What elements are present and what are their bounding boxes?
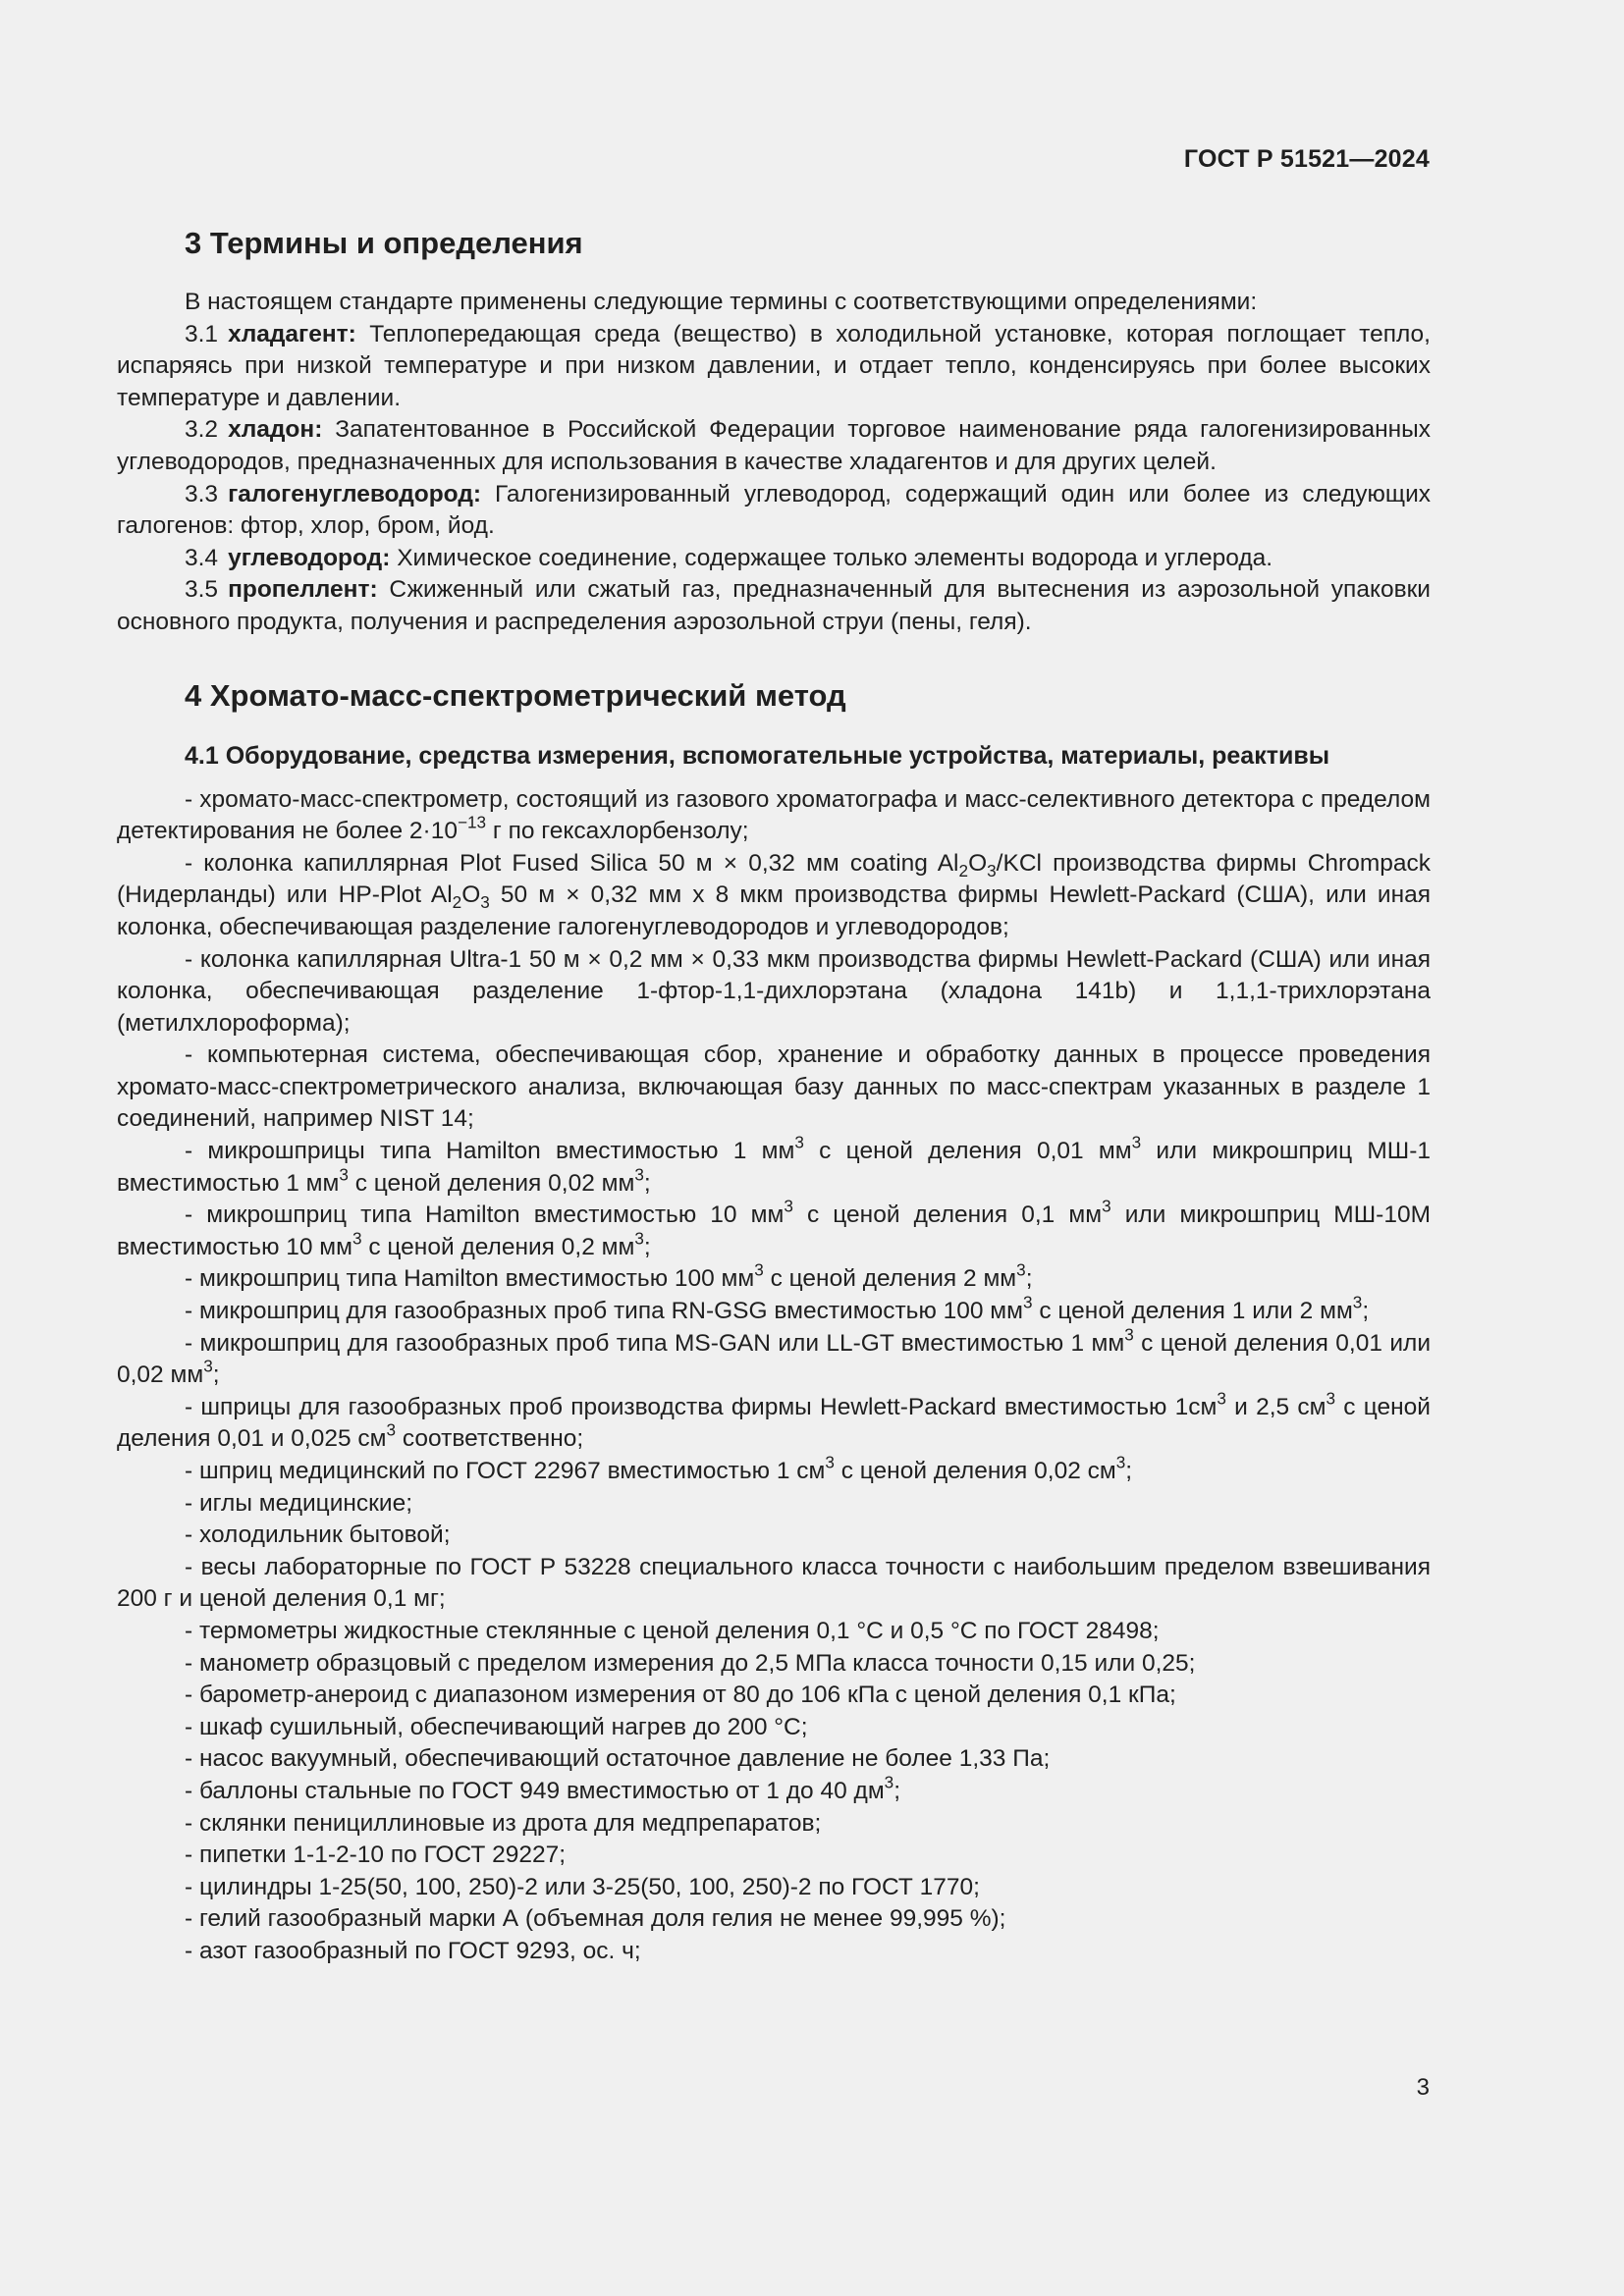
term-number: 3.5	[185, 576, 219, 604]
list-item: - гелий газообразный марки А (объемная доля гелия не менее 99,995 %);	[185, 1905, 1006, 1933]
list-item: - микрошприц типа Hamilton вместимостью 100 $мм^3$ с ценой деления 2 $мм^3$;	[185, 1260, 1033, 1293]
list-item: - термометры жидкостные стеклянные с ценой деления 0,1 °С и 0,5 °С по ГОСТ 28498;	[185, 1617, 1160, 1644]
term-number: 3.3	[185, 480, 219, 507]
list-item: - весы лабораторные по ГОСТ Р 53228 специального класса точности с наибольшим пределом взвешивания 200 г и ценой деления 0,1 мг;	[117, 1553, 1431, 1613]
section-4-title: 4 Хромато-масс-спектрометрический метод	[185, 677, 846, 713]
term-name: пропеллент:	[228, 576, 378, 604]
term-number: 3.1	[185, 320, 219, 347]
list-item: - шприцы для газообразных проб производства фирмы Hewlett-Packard вместимостью $1см^3$ и 2,5 $см^3$ с ценой деления 0,01 и 0,025 $см^3$ соответственно;	[117, 1388, 1431, 1453]
term-definition: Химическое соединение, содержащее только элементы водорода и углерода.	[397, 544, 1273, 571]
list-item: - иглы медицинские;	[185, 1489, 413, 1517]
page-number: 3	[1416, 2074, 1430, 2101]
term-definition: Галогенизированный углеводород, содержащий один или более из следующих галогенов: фтор, хлор, бром, йод.	[117, 480, 1432, 540]
list-item: - хромато-масс-спектрометр, состоящий из газового хроматографа и масс-селективного детектора с пределом детектирования не более $2\cdot 10^{-13}$ г по гексахлорбензолу;	[117, 785, 1431, 845]
list-item: - склянки пенициллиновые из дрота для медпрепаратов;	[185, 1809, 822, 1837]
term-name: галогенуглеводород:	[228, 480, 482, 507]
list-item: - микрошприц типа Hamilton вместимостью 10 $мм^3$ с ценой деления 0,1 $мм^3$ или микрошприц МШ-10М вместимостью 10 $мм^3$ с ценой деления 0,2 $мм^3$;	[117, 1196, 1431, 1260]
list-item: - микрошприц для газообразных проб типа MS-GAN или LL-GT вместимостью 1 $мм^3$ с ценой деления 0,01 или 0,02 $мм^3$;	[117, 1324, 1432, 1389]
term-item	[117, 319, 1431, 415]
term-name: хладагент:	[228, 320, 356, 347]
page-content	[117, 224, 1431, 1968]
list-item: - манометр образцовый с пределом измерения до 2,5 МПа класса точности 0,15 или 0,25;	[185, 1649, 1196, 1677]
term-item	[117, 414, 1431, 478]
list-item: - барометр-анероид с диапазоном измерения от 80 до 106 кПа с ценой деления 0,1 кПа;	[185, 1682, 1176, 1709]
list-item: - микрошприц для газообразных проб типа RN-GSG вместимостью 100 $мм^3$ с ценой деления 1 или 2 $мм^3$;	[185, 1292, 1370, 1325]
section-3-intro: В настоящем стандарте применены следующие термины с соответствующими определениями:	[185, 289, 1258, 315]
list-item: - колонка капиллярная Ultra-1 50 м × 0,2 мм × 0,33 мкм производства фирмы Hewlett-Packard (США) или иная колонка, обеспечивающая разделение 1-фтор-1,1-дихлорэтана (хладона 141b) и 1,1,1-трихлорэтана (метилхлороформа);	[117, 945, 1431, 1037]
list-item: - микрошприцы типа Hamilton вместимостью 1 $мм^3$ с ценой деления 0,01 $мм^3$ или микрошприц МШ-1 вместимостью 1 $мм^3$ с ценой деления 0,02 $мм^3$;	[117, 1132, 1432, 1197]
term-definition: Сжиженный или сжатый газ, предназначенный для вытеснения из аэрозольной упаковки основного продукта, получения и распределения аэрозольной струи (пены, геля).	[117, 576, 1431, 635]
term-definition: Запатентованное в Российской Федерации торговое наименование ряда галогенизированных углеводородов, предназначенных для использования в качестве хладагентов и для других целей.	[117, 416, 1431, 475]
list-item: - насос вакуумный, обеспечивающий остаточное давление не более 1,33 Па;	[185, 1745, 1051, 1773]
list-item: - цилиндры 1-25(50, 100, 250)-2 или 3-25(50, 100, 250)-2 по ГОСТ 1770;	[185, 1873, 980, 1900]
term-item	[117, 543, 1431, 575]
list-item: - холодильник бытовой;	[185, 1522, 451, 1549]
term-item	[117, 574, 1431, 638]
list-item: - шкаф сушильный, обеспечивающий нагрев до 200 °С;	[185, 1713, 808, 1740]
subsection-4-1-title: 4.1 Оборудование, средства измерения, вспомогательные устройства, материалы, реактивы	[185, 741, 1330, 770]
term-number: 3.4	[185, 544, 219, 571]
list-item: - азот газообразный по ГОСТ 9293, ос. ч;	[185, 1937, 641, 1964]
list-item: - шприц медицинский по ГОСТ 22967 вместимостью 1 $см^3$ с ценой деления 0,02 $см^3$;	[185, 1452, 1133, 1484]
term-name: углеводород:	[228, 544, 391, 571]
list-item: - компьютерная система, обеспечивающая сбор, хранение и обработку данных в процессе проведения хромато-масс-спектрометрического анализа, включающая базу данных по масс-спектрам указанных в разделе 1 соединений, например NIST 14;	[117, 1041, 1431, 1133]
list-item: - баллоны стальные по ГОСТ 949 вместимостью от 1 до 40 $дм^3$;	[185, 1772, 901, 1804]
term-definition: Теплопередающая среда (вещество) в холодильной установке, которая поглощает тепло, испаряясь при низкой температуре и при низком давлении, и отдает тепло, конденсируясь при более высоких температуре и давлении.	[117, 320, 1431, 411]
term-item	[117, 479, 1431, 543]
term-name: хладон:	[228, 416, 323, 444]
term-number: 3.2	[185, 416, 219, 444]
list-item: - пипетки 1-1-2-10 по ГОСТ 29227;	[185, 1842, 567, 1869]
list-item: - колонка капиллярная Plot Fused Silica 50 м × 0,32 мм coating $Al_2O_3$/KCl производства фирмы Chrompack (Нидерланды) или HP-Plot $Al_2O_3$ 50 м × 0,32 мм х 8 мкм производства фирмы Hewlett-Packard (США), или иная колонка, обеспечивающая разделение галогенуглеводородов и углеводородов;	[117, 849, 1432, 940]
section-3-title: 3 Термины и определения	[185, 226, 583, 260]
document-code: ГОСТ Р 51521—2024	[1183, 145, 1430, 173]
